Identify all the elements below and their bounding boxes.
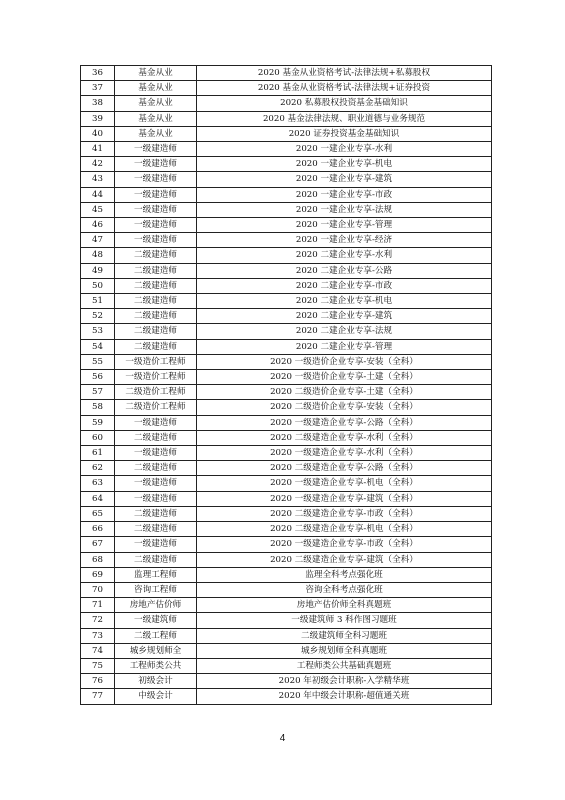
exam-category-cell: 城乡规划师全 [115,643,197,658]
course-name-cell: 2020 一级建造企业专享-建筑（全科） [197,491,492,506]
table-row [81,263,492,278]
course-name-cell: 2020 一级建造企业专享-公路（全科） [197,415,492,430]
exam-category-cell: 基金从业 [115,126,197,141]
course-name-cell: 2020 一建企业专享-建筑 [197,172,492,187]
course-name-cell: 2020 二级建造企业专享-机电（全科） [197,522,492,537]
table-row [81,430,492,445]
row-number-cell: 36 [81,66,115,81]
row-number-cell: 74 [81,643,115,658]
table-row [81,552,492,567]
table-row [81,339,492,354]
row-number-cell: 47 [81,233,115,248]
course-name-cell: 2020 二建企业专享-法规 [197,324,492,339]
row-number-cell: 46 [81,218,115,233]
row-number-cell: 64 [81,491,115,506]
row-number-cell: 66 [81,522,115,537]
exam-category-cell: 二级造价工程师 [115,385,197,400]
table-row [81,385,492,400]
row-number-cell: 55 [81,354,115,369]
exam-category-cell: 中级会计 [115,689,197,704]
course-name-cell: 2020 二级建造企业专享-建筑（全科） [197,552,492,567]
row-number-cell: 76 [81,674,115,689]
table-row [81,278,492,293]
row-number-cell: 75 [81,658,115,673]
row-number-cell: 65 [81,506,115,521]
course-table [80,65,492,705]
course-name-cell: 2020 年初级会计职称-入学精华班 [197,674,492,689]
exam-category-cell: 房地产估价师 [115,598,197,613]
exam-category-cell: 二级建造师 [115,248,197,263]
course-name-cell: 2020 二级建造企业专享-水利（全科） [197,430,492,445]
table-row [81,506,492,521]
course-name-cell: 咨询全科考点强化班 [197,582,492,597]
exam-category-cell: 二级建造师 [115,552,197,567]
course-name-cell: 2020 二建企业专享-机电 [197,294,492,309]
table-row [81,491,492,506]
table-row [81,415,492,430]
row-number-cell: 45 [81,202,115,217]
row-number-cell: 40 [81,126,115,141]
course-name-cell: 一级建筑师 3 科作图习题班 [197,613,492,628]
exam-category-cell: 二级造价工程师 [115,400,197,415]
course-name-cell: 2020 二建企业专享-管理 [197,339,492,354]
course-name-cell: 2020 二建企业专享-市政 [197,278,492,293]
course-name-cell: 2020 一建企业专享-法规 [197,202,492,217]
exam-category-cell: 一级建造师 [115,172,197,187]
exam-category-cell: 一级建造师 [115,142,197,157]
table-row [81,658,492,673]
exam-category-cell: 二级建造师 [115,430,197,445]
row-number-cell: 54 [81,339,115,354]
course-name-cell: 监理全科考点强化班 [197,567,492,582]
row-number-cell: 59 [81,415,115,430]
course-name-cell: 城乡规划师全科真题班 [197,643,492,658]
table-row [81,218,492,233]
exam-category-cell: 二级建造师 [115,461,197,476]
exam-category-cell: 一级建筑师 [115,613,197,628]
exam-category-cell: 监理工程师 [115,567,197,582]
course-name-cell: 2020 二建企业专享-公路 [197,263,492,278]
row-number-cell: 71 [81,598,115,613]
table-row [81,309,492,324]
exam-category-cell: 二级建造师 [115,278,197,293]
table-row [81,689,492,704]
exam-category-cell: 一级建造师 [115,476,197,491]
course-name-cell: 2020 基金法律法规、职业道德与业务规范 [197,111,492,126]
table-row [81,537,492,552]
row-number-cell: 56 [81,370,115,385]
row-number-cell: 58 [81,400,115,415]
exam-category-cell: 一级建造师 [115,157,197,172]
course-name-cell: 2020 私募股权投资基金基础知识 [197,96,492,111]
row-number-cell: 52 [81,309,115,324]
row-number-cell: 38 [81,96,115,111]
row-number-cell: 43 [81,172,115,187]
course-name-cell: 2020 二级建造企业专享-公路（全科） [197,461,492,476]
exam-category-cell: 一级建造师 [115,187,197,202]
row-number-cell: 70 [81,582,115,597]
exam-category-cell: 工程师类公共 [115,658,197,673]
course-name-cell: 2020 一级造价企业专享-土建（全科） [197,370,492,385]
exam-category-cell: 基金从业 [115,96,197,111]
row-number-cell: 62 [81,461,115,476]
table-row [81,96,492,111]
course-name-cell: 2020 二建企业专享-建筑 [197,309,492,324]
row-number-cell: 37 [81,81,115,96]
exam-category-cell: 二级建造师 [115,263,197,278]
row-number-cell: 48 [81,248,115,263]
course-name-cell: 2020 二级造价企业专享-土建（全科） [197,385,492,400]
row-number-cell: 50 [81,278,115,293]
table-row [81,643,492,658]
exam-category-cell: 一级建造师 [115,491,197,506]
course-name-cell: 2020 一建企业专享-管理 [197,218,492,233]
exam-category-cell: 基金从业 [115,81,197,96]
course-name-cell: 工程师类公共基础真题班 [197,658,492,673]
row-number-cell: 73 [81,628,115,643]
exam-category-cell: 二级建造师 [115,506,197,521]
exam-category-cell: 初级会计 [115,674,197,689]
table-row [81,628,492,643]
row-number-cell: 42 [81,157,115,172]
row-number-cell: 44 [81,187,115,202]
row-number-cell: 67 [81,537,115,552]
table-row [81,66,492,81]
course-name-cell: 房地产估价师全科真题班 [197,598,492,613]
exam-category-cell: 基金从业 [115,111,197,126]
page-number: 4 [279,733,286,744]
exam-category-cell: 一级建造师 [115,202,197,217]
row-number-cell: 77 [81,689,115,704]
exam-category-cell: 一级建造师 [115,415,197,430]
exam-category-cell: 二级建造师 [115,522,197,537]
table-row [81,81,492,96]
table-row [81,202,492,217]
row-number-cell: 39 [81,111,115,126]
exam-category-cell: 二级建造师 [115,309,197,324]
table-row [81,142,492,157]
course-name-cell: 2020 基金从业资格考试-法律法规+证券投资 [197,81,492,96]
course-name-cell: 2020 一建企业专享-市政 [197,187,492,202]
row-number-cell: 69 [81,567,115,582]
course-name-cell: 2020 基金从业资格考试-法律法规+私募股权 [197,66,492,81]
table-row [81,461,492,476]
table-row [81,187,492,202]
table-row [81,598,492,613]
exam-category-cell: 基金从业 [115,66,197,81]
course-name-cell: 二级建筑师全科习题班 [197,628,492,643]
exam-category-cell: 一级建造师 [115,233,197,248]
table-row [81,157,492,172]
course-name-cell: 2020 年中级会计职称-超值通关班 [197,689,492,704]
table-row [81,126,492,141]
course-name-cell: 2020 二级造价企业专享-安装（全科） [197,400,492,415]
exam-category-cell: 一级建造师 [115,446,197,461]
course-name-cell: 2020 一级建造企业专享-机电（全科） [197,476,492,491]
table-row [81,446,492,461]
exam-category-cell: 二级建造师 [115,324,197,339]
table-row [81,567,492,582]
exam-category-cell: 二级工程师 [115,628,197,643]
table-row [81,476,492,491]
row-number-cell: 41 [81,142,115,157]
course-name-cell: 2020 一建企业专享-水利 [197,142,492,157]
table-row [81,172,492,187]
table-row [81,354,492,369]
exam-category-cell: 一级建造师 [115,218,197,233]
table-row [81,233,492,248]
exam-category-cell: 一级建造师 [115,537,197,552]
course-name-cell: 2020 一建企业专享-经济 [197,233,492,248]
table-row [81,370,492,385]
row-number-cell: 61 [81,446,115,461]
exam-category-cell: 一级造价工程师 [115,370,197,385]
course-name-cell: 2020 一建企业专享-机电 [197,157,492,172]
exam-category-cell: 一级造价工程师 [115,354,197,369]
table-row [81,294,492,309]
exam-category-cell: 咨询工程师 [115,582,197,597]
table-row [81,674,492,689]
exam-category-cell: 二级建造师 [115,339,197,354]
table-row [81,324,492,339]
row-number-cell: 72 [81,613,115,628]
course-name-cell: 2020 二建企业专享-水利 [197,248,492,263]
row-number-cell: 53 [81,324,115,339]
course-name-cell: 2020 一级建造企业专享-水利（全科） [197,446,492,461]
row-number-cell: 51 [81,294,115,309]
table-row [81,582,492,597]
course-name-cell: 2020 二级建造企业专享-市政（全科） [197,506,492,521]
table-row [81,248,492,263]
table-row [81,522,492,537]
row-number-cell: 49 [81,263,115,278]
course-name-cell: 2020 证券投资基金基础知识 [197,126,492,141]
course-name-cell: 2020 一级造价企业专享-安装（全科） [197,354,492,369]
row-number-cell: 57 [81,385,115,400]
table-row [81,111,492,126]
course-name-cell: 2020 一级建造企业专享-市政（全科） [197,537,492,552]
exam-category-cell: 二级建造师 [115,294,197,309]
row-number-cell: 68 [81,552,115,567]
table-row [81,400,492,415]
row-number-cell: 63 [81,476,115,491]
row-number-cell: 60 [81,430,115,445]
table-row [81,613,492,628]
